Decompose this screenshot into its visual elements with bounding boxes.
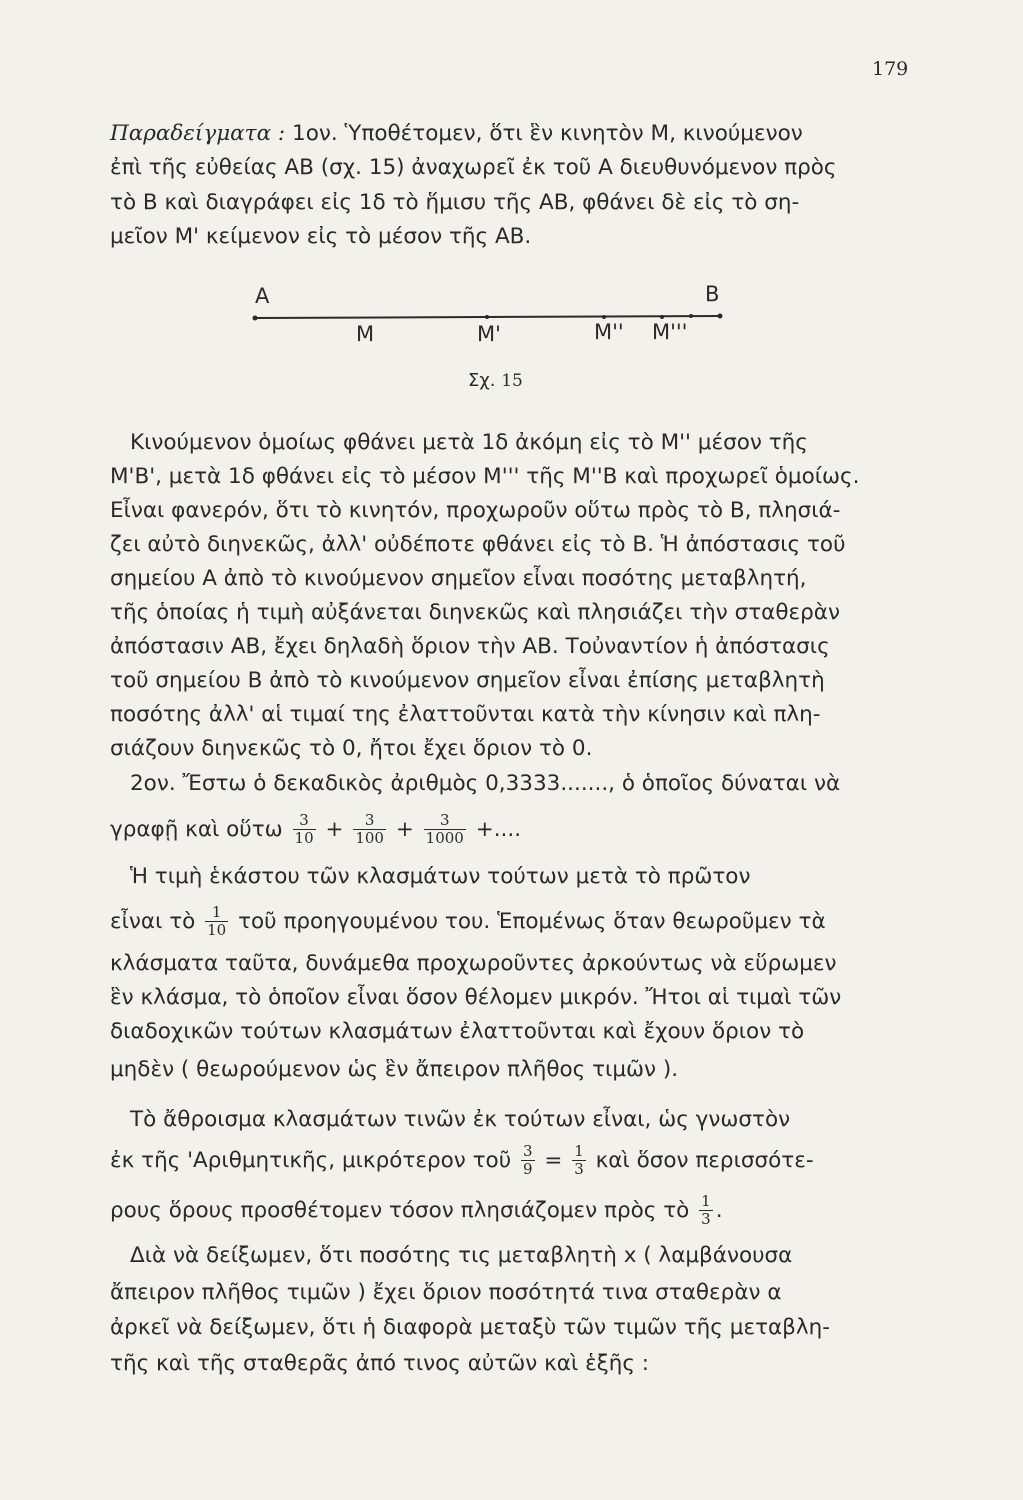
rous-line	[110, 1193, 723, 1229]
plus-sign: +	[325, 816, 344, 842]
rous-prefix: ρους ὅρους προσθέτομεν τόσον πλησιάζομεν πρὸς τὸ	[110, 1197, 690, 1223]
body-line: τῆς ὁποίας ἡ τιμὴ αὐξάνεται διηνεκῶς καὶ πλησιάζει τὴν σταθερὰν	[110, 600, 840, 625]
fraction-3-100: $\frac{3}{100}$	[355, 811, 384, 848]
body-line: Μ'Β', μετὰ 1δ φθάνει εἰς τὸ μέσον Μ''' τῆς Μ''Β καὶ προχωρεῖ ὁμοίως.	[110, 464, 860, 489]
body-line: ποσότης ἀλλ' αἱ τιμαί της ἐλαττοῦνται κατὰ τὴν κίνησιν καὶ πλη-	[110, 702, 821, 727]
equals-sign: =	[544, 1147, 563, 1173]
caption-number: 15	[501, 371, 523, 391]
point-b-label: Β	[705, 282, 720, 306]
arith-prefix: ἐκ τῆς 'Αριθμητικῆς, μικρότερον τοῦ	[110, 1147, 512, 1173]
body-line: σιάζουν διηνεκῶς τὸ 0, ἤτοι ἔχει ὅριον τὸ 0.	[110, 736, 593, 761]
point-a-label: Α	[255, 284, 270, 308]
body-line: ἄπειρον πλῆθος τιμῶν ) ἔχει ὅριον ποσότητά τινα σταθερὰν α	[110, 1280, 782, 1305]
arith-line	[110, 1143, 814, 1179]
rous-suffix: .	[715, 1197, 723, 1223]
body-line: Τὸ ἄθροισμα κλασμάτων τινῶν ἐκ τούτων εἶναι, ὡς γνωστὸν	[130, 1107, 791, 1132]
value-line: Ἡ τιμὴ ἑκάστου τῶν κλασμάτων τούτων μετὰ τὸ πρῶτον	[130, 864, 751, 889]
body-line: τῆς καὶ τῆς σταθερᾶς ἀπό τινος αὐτῶν καὶ ἑξῆς :	[110, 1351, 650, 1376]
intro-line-2: ἐπὶ τῆς εὐθείας ΑΒ (σχ. 15) ἀναχωρεῖ ἐκ τοῦ Α διευθυνόμενον πρὸς	[110, 155, 837, 180]
intro-line-4: μεῖον Μ' κείμενον εἰς τὸ μέσον τῆς ΑΒ.	[110, 224, 532, 249]
point-m2-label: Μ''	[594, 320, 624, 344]
plus-sign: +	[395, 816, 414, 842]
segment-ab	[0, 300, 1023, 360]
body-line: Διὰ νὰ δείξωμεν, ὅτι ποσότης τις μεταβλητὴ x ( λαμβάνουσα	[130, 1243, 793, 1268]
body-line: σημείου Α ἀπὸ τὸ κινούμενον σημεῖον εἶναι ποσότης μεταβλητή,	[110, 566, 807, 591]
point-m3-label: Μ'''	[652, 320, 688, 344]
body-line: ἀπόστασιν ΑΒ, ἔχει δηλαδὴ ὅριον τὴν ΑΒ. Τοὐναντίον ἡ ἀπόστασις	[110, 634, 830, 659]
point-m-label: Μ	[356, 322, 375, 346]
fraction-3-10: $\frac{3}{10}$	[294, 811, 314, 848]
caption-prefix: Σχ.	[468, 370, 496, 391]
fraction-1-10: $\frac{1}{10}$	[207, 903, 227, 940]
figure-caption	[468, 370, 523, 391]
point-m1-label: Μ'	[477, 322, 501, 346]
series-tail: +....	[475, 816, 522, 842]
intro-line-1-text: 1ον. Ὑποθέτομεν, ὅτι ἓν κινητὸν Μ, κινούμενον	[292, 121, 803, 146]
tenth-line	[110, 904, 826, 940]
body-line: Κινούμενον ὁμοίως φθάνει μετὰ 1δ ἀκόμη εἰς τὸ Μ'' μέσον τῆς	[130, 430, 808, 455]
fraction-3-1000: $\frac{3}{1000}$	[425, 811, 464, 848]
body-line: ζει αὐτὸ διηνεκῶς, ἀλλ' οὐδέποτε φθάνει εἰς τὸ Β. Ἡ ἀπόστασις τοῦ	[110, 532, 846, 557]
intro-line-1	[110, 123, 803, 145]
series-prefix: γραφῇ καὶ οὕτω	[110, 816, 283, 842]
tenth-prefix: εἶναι τὸ	[110, 908, 196, 934]
body-line: 2ον. Ἔστω ὁ δεκαδικὸς ἀριθμὸς 0,3333......., ὁ ὁποῖος δύναται νὰ	[130, 771, 841, 796]
arith-suffix: καὶ ὅσον περισσότε-	[595, 1147, 814, 1173]
body-line: Εἶναι φανερόν, ὅτι τὸ κινητόν, προχωροῦν οὕτω πρὸς τὸ Β, πλησιά-	[110, 498, 841, 523]
intro-line-3: τὸ Β καὶ διαγράφει εἰς 1δ τὸ ἥμισυ τῆς ΑΒ, φθάνει δὲ εἰς τὸ ση-	[110, 190, 800, 215]
tenth-suffix: τοῦ προηγουμένου του. Ἑπομένως ὅταν θεωροῦμεν τὰ	[238, 908, 826, 934]
body-line: μηδὲν ( θεωρούμενον ὡς ἓν ἄπειρον πλῆθος τιμῶν ).	[110, 1057, 679, 1082]
series-line	[110, 812, 521, 848]
fraction-1-3: $\frac{1}{3}$	[574, 1142, 584, 1179]
body-line: κλάσματα ταῦτα, δυνάμεθα προχωροῦντες ἀρκούντως νὰ εὕρωμεν	[110, 951, 837, 976]
fraction-3-9: $\frac{3}{9}$	[522, 1142, 533, 1179]
body-line: διαδοχικῶν τούτων κλασμάτων ἐλαττοῦνται καὶ ἔχουν ὅριον τὸ	[110, 1019, 805, 1044]
body-line: τοῦ σημείου Β ἀπὸ τὸ κινούμενον σημεῖον εἶναι ἐπίσης μεταβλητὴ	[110, 668, 825, 693]
fraction-1-3-b: $\frac{1}{3}$	[701, 1192, 711, 1229]
body-line: ἓν κλάσμα, τὸ ὁποῖον εἶναι ὅσον θέλομεν μικρόν. Ἤτοι αἱ τιμαὶ τῶν	[110, 985, 842, 1010]
body-line: ἀρκεῖ νὰ δείξωμεν, ὅτι ἡ διαφορὰ μεταξὺ τῶν τιμῶν τῆς μεταβλη-	[110, 1315, 831, 1340]
examples-heading: Παραδείγματα :	[110, 121, 286, 146]
page-number: 179	[872, 58, 909, 80]
